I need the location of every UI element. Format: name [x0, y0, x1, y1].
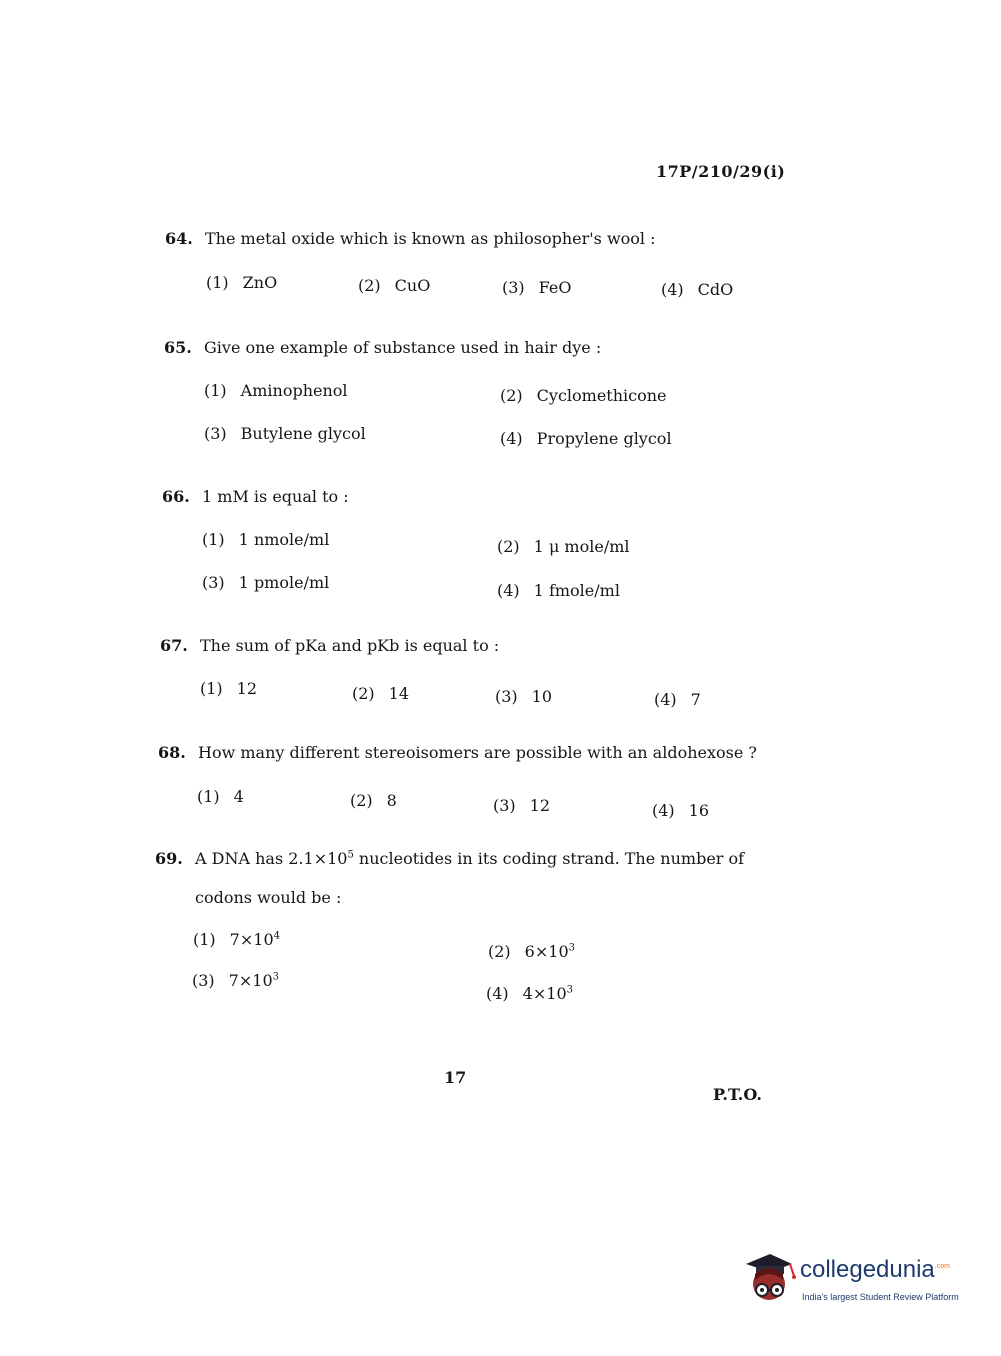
option-69-2: (2) $6\times 10^3$ [488, 942, 575, 961]
option-66-4: (4) 1 fmole/ml [497, 581, 620, 600]
question-number: 69. [155, 849, 183, 868]
question-66 [162, 487, 349, 506]
question-number: 68. [158, 743, 186, 762]
option-64-2: (2) CuO [358, 276, 431, 295]
question-number: 64. [165, 229, 193, 248]
pto-label: P.T.O. [713, 1085, 762, 1104]
option-67-3: (3) 10 [495, 687, 553, 706]
option-65-2: (2) Cyclomethicone [500, 386, 667, 405]
paper-code: 17P/210/29(i) [656, 162, 786, 181]
question-text: Give one example of substance used in hair dye : [204, 338, 602, 357]
question-65 [164, 338, 601, 357]
option-68-4: (4) 16 [652, 801, 710, 820]
logo-wordmark: collegedunia$^{.com}$ [800, 1256, 950, 1283]
option-68-2: (2) 8 [350, 791, 397, 810]
option-66-3: (3) 1 pmole/ml [202, 573, 330, 592]
option-64-4: (4) CdO [661, 280, 734, 299]
option-67-2: (2) 14 [352, 684, 410, 703]
option-69-3: (3) $7\times 10^3$ [192, 971, 279, 990]
option-69-1: (1) $7\times 10^4$ [193, 930, 280, 949]
page-number: 17 [444, 1068, 467, 1087]
question-text: 1 mM is equal to : [202, 487, 349, 506]
option-65-4: (4) Propylene glycol [500, 429, 672, 448]
option-64-3: (3) FeO [502, 278, 572, 297]
question-text: The sum of pKa and pKb is equal to : [200, 636, 500, 655]
question-67 [160, 636, 499, 655]
question-69-line-2: codons would be : [195, 888, 342, 907]
question-number: 67. [160, 636, 188, 655]
option-66-2: (2) 1 μ mole/ml [497, 537, 630, 556]
logo-tagline: India's largest Student Review Platform [802, 1292, 959, 1302]
option-64-1: (1) ZnO [206, 273, 278, 292]
question-text: The metal oxide which is known as philosopher's wool : [205, 229, 656, 248]
question-number: 66. [162, 487, 190, 506]
option-67-4: (4) 7 [654, 690, 701, 709]
option-67-1: (1) 12 [200, 679, 258, 698]
question-text: A DNA has $2.1\times 10^5$ nucleotides in its coding strand. The number of [195, 849, 745, 868]
option-66-1: (1) 1 nmole/ml [202, 530, 330, 549]
question-69 [155, 849, 744, 868]
question-number: 65. [164, 338, 192, 357]
option-69-4: (4) $4\times 10^3$ [486, 984, 573, 1003]
question-68 [158, 743, 757, 762]
question-64 [165, 229, 656, 248]
collegedunia-logo [740, 1250, 970, 1310]
option-68-3: (3) 12 [493, 796, 551, 815]
option-65-1: (1) Aminophenol [204, 381, 348, 400]
mascot-icon [740, 1250, 798, 1308]
option-68-1: (1) 4 [197, 787, 244, 806]
option-65-3: (3) Butylene glycol [204, 424, 366, 443]
question-text: How many different stereoisomers are possible with an aldohexose ? [198, 743, 757, 762]
